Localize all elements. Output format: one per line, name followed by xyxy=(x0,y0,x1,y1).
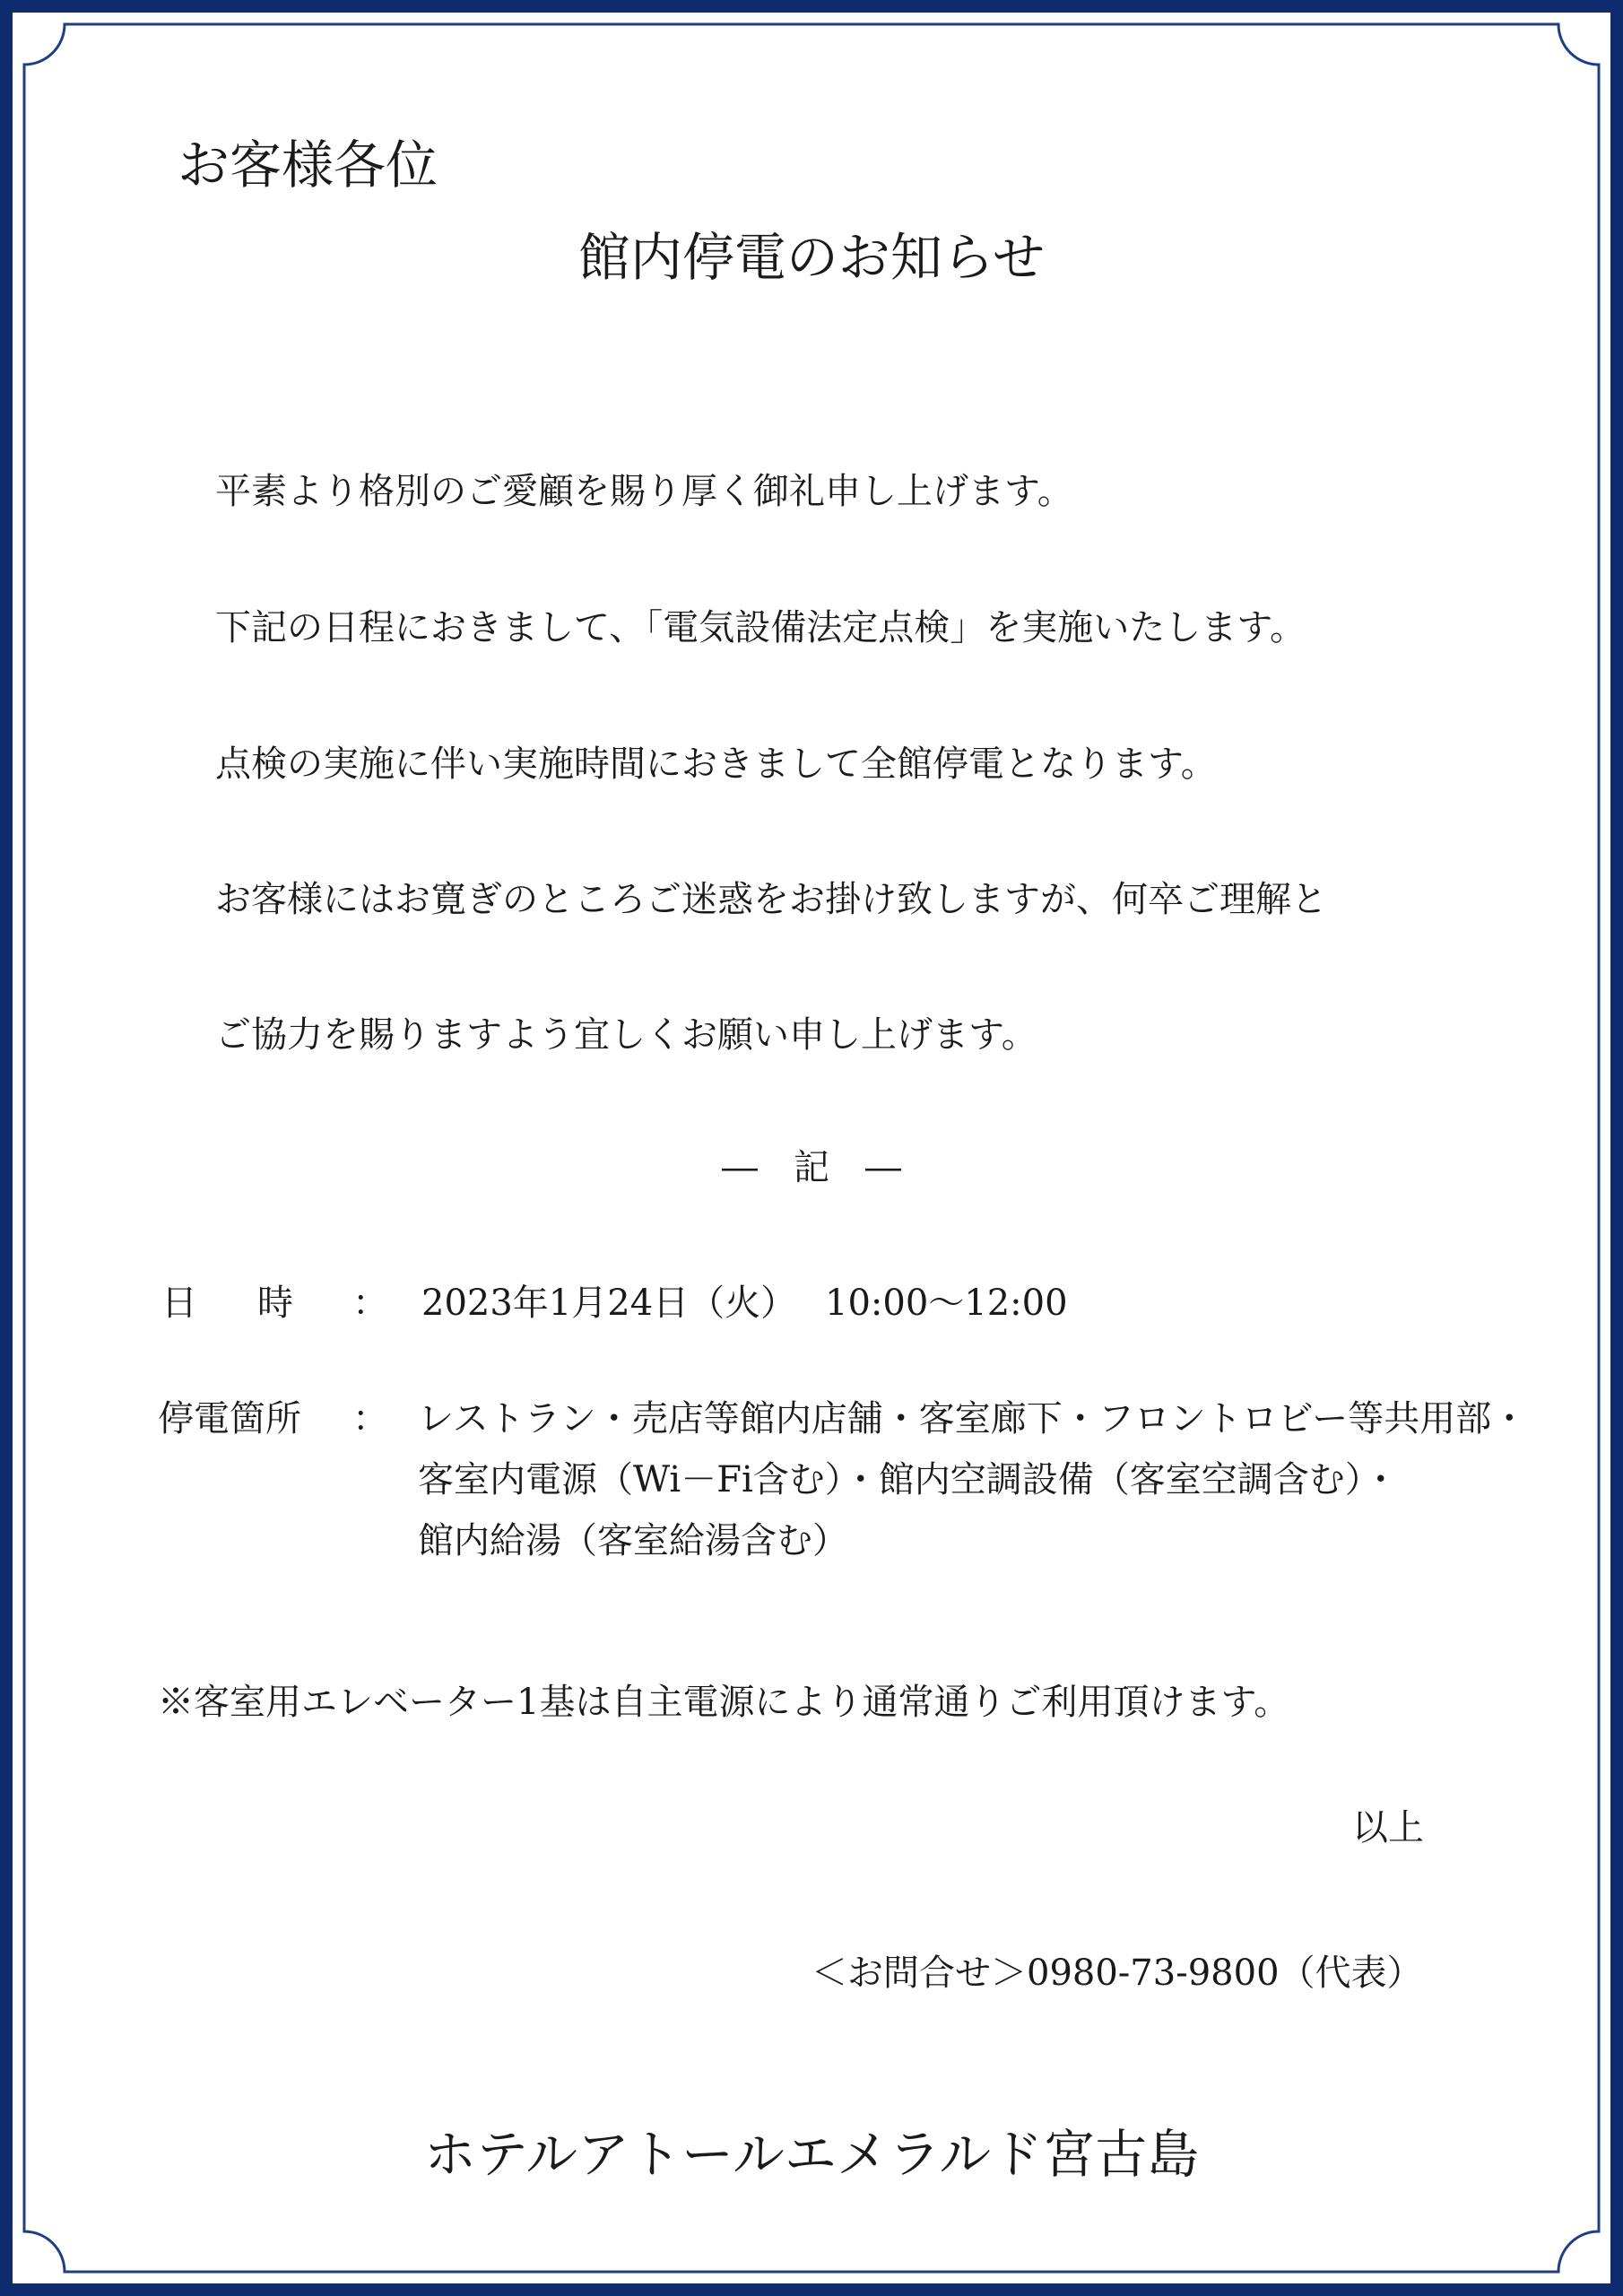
salutation: お客様各位 xyxy=(178,135,438,196)
location-label: 停電箇所 xyxy=(158,1398,301,1439)
elevator-note: ※客室用エレベーター1基は自主電源により通常通りご利用頂けます。 xyxy=(158,1682,1290,1723)
body-line: ご協力を賜りますよう宜しくお願い申し上げます。 xyxy=(215,1014,1037,1056)
body-line: 点検の実施に伴い実施時間におきまして全館停電となります。 xyxy=(215,744,1217,785)
schedule-colon: ： xyxy=(352,1283,388,1324)
location-colon: ： xyxy=(352,1398,388,1439)
schedule-label-char2: 時 xyxy=(257,1283,293,1324)
schedule-label-char1: 日 xyxy=(161,1283,197,1324)
ki-heading: ― 記 ― xyxy=(722,1147,901,1188)
schedule-date: 2023年1月24日（火） xyxy=(421,1283,797,1324)
location-line: 客室内電源（Wi－Fi含む）・館内空調設備（客室空調含む）・ xyxy=(418,1459,1399,1500)
hotel-name: ホテルアトールエメラルド宮古島 xyxy=(423,2124,1200,2185)
location-line: レストラン・売店等館内店舗・客室廊下・フロントロビー等共用部・ xyxy=(418,1398,1528,1439)
location-line: 館内給湯（客室給湯含む） xyxy=(418,1520,848,1561)
body-line: 下記の日程におきまして、「電気設備法定点検」を実施いたします。 xyxy=(215,607,1306,648)
body-line: お客様にはお寛ぎのところご迷惑をお掛け致しますが、何卒ご理解と xyxy=(215,879,1327,920)
contact-info: ＜お問合せ＞0980-73-9800（代表） xyxy=(812,1952,1423,1994)
schedule-time: 10:00～12:00 xyxy=(825,1283,1068,1324)
page-title: 館内停電のお知らせ xyxy=(577,227,1046,288)
body-line: 平素より格別のご愛顧を賜り厚く御礼申し上げます。 xyxy=(215,471,1073,512)
closing-text: 以上 xyxy=(1352,1807,1424,1848)
